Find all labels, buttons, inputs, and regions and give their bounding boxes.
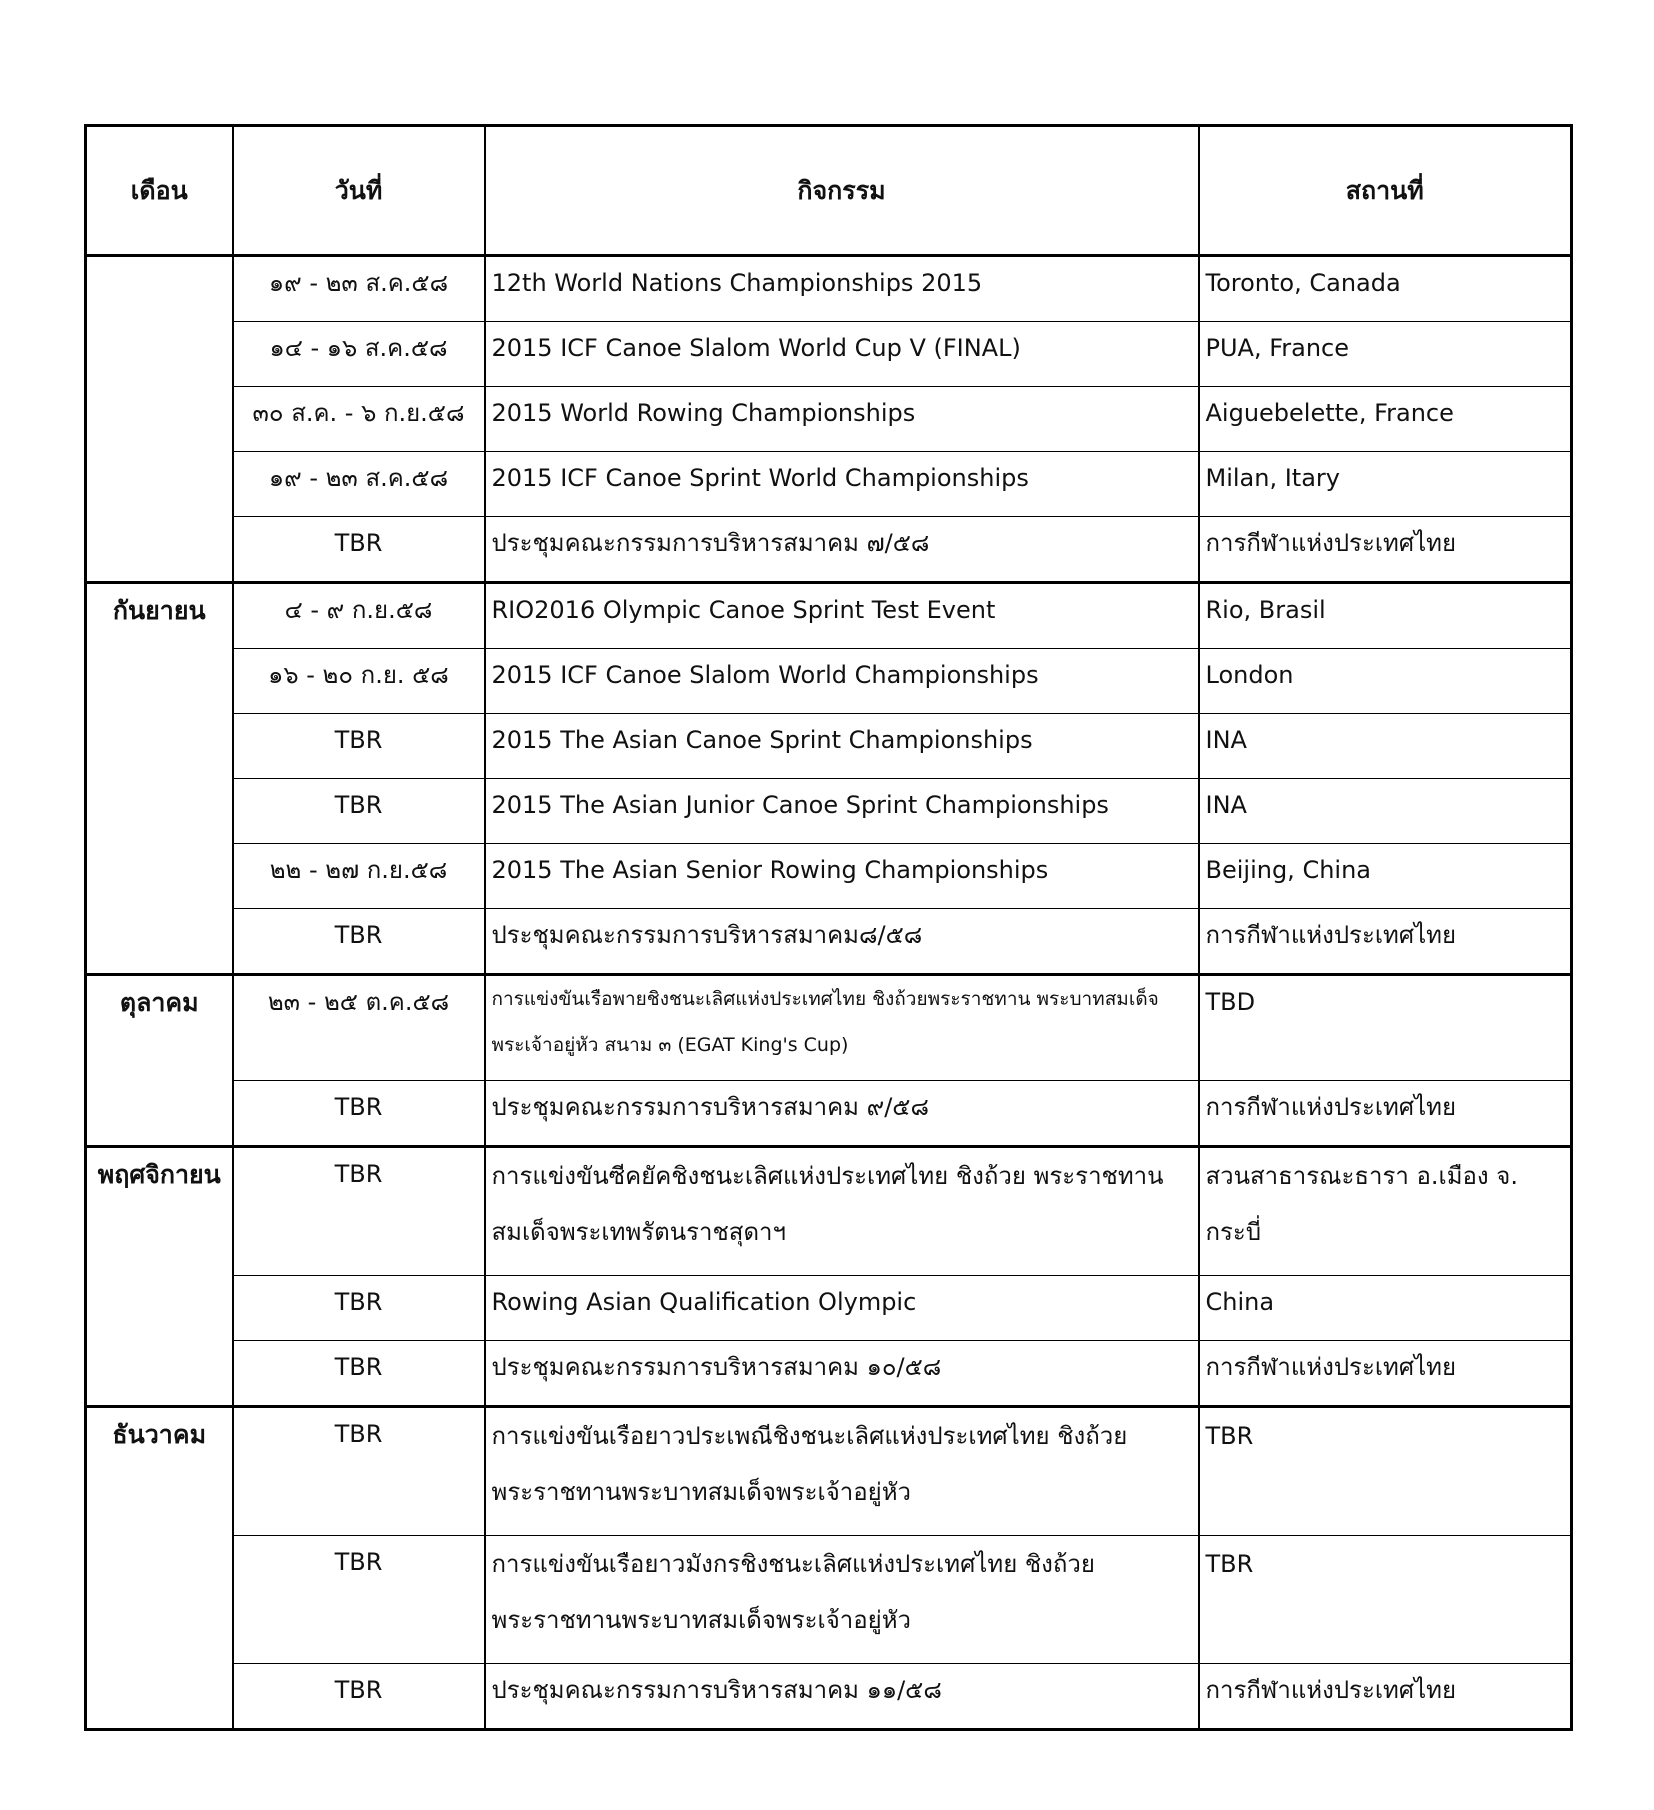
- table-row: [86, 779, 1572, 844]
- month-cell: [86, 975, 233, 1147]
- header-month: เดือน: [86, 126, 233, 256]
- header-activity: กิจกรรม: [485, 126, 1199, 256]
- activity-text: ประชุมคณะกรรมการบริหารสมาคม ๑๑/๕๘: [491, 1676, 942, 1704]
- date-text: ๔ - ๙ ก.ย.๕๘: [284, 596, 433, 624]
- date-text: ๑๖ - ๒๐ ก.ย. ๕๘: [268, 661, 449, 689]
- date-cell: [233, 1536, 485, 1664]
- date-text: TBR: [334, 1288, 383, 1316]
- place-cell: [1199, 1341, 1572, 1407]
- place-text: การกีฬาแห่งประเทศไทย: [1205, 921, 1457, 949]
- place-cell: [1199, 975, 1572, 1081]
- place-cell: [1199, 256, 1572, 322]
- month-label: พฤศจิกายน: [97, 1160, 221, 1189]
- date-cell: [233, 1407, 485, 1536]
- date-text: ๓๐ ส.ค. - ๖ ก.ย.๕๘: [252, 399, 465, 427]
- activity-text: 2015 The Asian Senior Rowing Championships: [491, 856, 1049, 884]
- date-cell: [233, 779, 485, 844]
- activity-text: 2015 World Rowing Championships: [491, 399, 916, 427]
- header-row: [86, 126, 1572, 256]
- activity-cell: [485, 452, 1199, 517]
- month-cell: [86, 583, 233, 975]
- place-cell: [1199, 1664, 1572, 1730]
- date-text: TBR: [334, 1093, 383, 1121]
- activity-cell: [485, 1536, 1199, 1664]
- activity-cell: [485, 387, 1199, 452]
- place-cell: [1199, 517, 1572, 583]
- place-text: PUA, France: [1205, 334, 1350, 362]
- place-text: การกีฬาแห่งประเทศไทย: [1205, 1676, 1457, 1704]
- table-row: [86, 909, 1572, 975]
- place-cell: [1199, 452, 1572, 517]
- date-text: ๒๒ - ๒๗ ก.ย.๕๘: [269, 856, 448, 884]
- activity-text: 2015 ICF Canoe Sprint World Championships: [491, 464, 1029, 492]
- activity-cell: [485, 714, 1199, 779]
- activity-text: การแข่งขันเรือยาวประเพณีชิงชนะเลิศแห่งประเทศไทย ชิงถ้วย พระราชทานพระบาทสมเด็จพระเจ้าอยู่หัว: [491, 1422, 1128, 1506]
- place-cell: [1199, 844, 1572, 909]
- activity-text: ประชุมคณะกรรมการบริหารสมาคม ๑๐/๕๘: [491, 1353, 942, 1381]
- table-row: [86, 256, 1572, 322]
- place-text: การกีฬาแห่งประเทศไทย: [1205, 1353, 1457, 1381]
- date-cell: [233, 714, 485, 779]
- activity-text: การแข่งขันซีคยัคชิงชนะเลิศแห่งประเทศไทย ชิงถ้วย พระราชทานสมเด็จพระเทพรัตนราชสุดาฯ: [491, 1162, 1164, 1246]
- place-text: การกีฬาแห่งประเทศไทย: [1205, 1093, 1457, 1121]
- date-text: TBR: [334, 1676, 383, 1704]
- month-label: ตุลาคม: [119, 988, 199, 1017]
- table-row: [86, 975, 1572, 1081]
- place-cell: [1199, 779, 1572, 844]
- schedule-body: [86, 256, 1572, 1730]
- month-label: [93, 257, 226, 269]
- month-cell: [86, 256, 233, 583]
- place-cell: [1199, 1407, 1572, 1536]
- place-text: INA: [1205, 726, 1247, 754]
- date-text: TBR: [334, 791, 383, 819]
- place-text: TBR: [1205, 1422, 1254, 1450]
- date-cell: [233, 1664, 485, 1730]
- place-text: Beijing, China: [1205, 856, 1371, 884]
- activity-text: 12th World Nations Championships 2015: [491, 269, 983, 297]
- date-cell: [233, 583, 485, 649]
- activity-cell: [485, 779, 1199, 844]
- activity-text: ประชุมคณะกรรมการบริหารสมาคม๘/๕๘: [491, 921, 923, 949]
- activity-text: 2015 The Asian Canoe Sprint Championships: [491, 726, 1033, 754]
- place-text: INA: [1205, 791, 1247, 819]
- place-cell: [1199, 1276, 1572, 1341]
- date-cell: [233, 1341, 485, 1407]
- date-text: TBR: [334, 1160, 383, 1188]
- date-text: ๑๙ - ๒๓ ส.ค.๕๘: [268, 464, 449, 492]
- table-row: [86, 1081, 1572, 1147]
- activity-cell: [485, 909, 1199, 975]
- activity-cell: [485, 1081, 1199, 1147]
- date-cell: [233, 1081, 485, 1147]
- date-text: TBR: [334, 1353, 383, 1381]
- date-text: TBR: [334, 529, 383, 557]
- place-text: TBD: [1205, 988, 1256, 1016]
- table-row: [86, 714, 1572, 779]
- place-cell: [1199, 387, 1572, 452]
- activity-cell: [485, 1276, 1199, 1341]
- place-text: Toronto, Canada: [1205, 269, 1401, 297]
- table-row: [86, 452, 1572, 517]
- activity-text: 2015 The Asian Junior Canoe Sprint Championships: [491, 791, 1109, 819]
- activity-text: การแข่งขันเรือยาวมังกรชิงชนะเลิศแห่งประเทศไทย ชิงถ้วย พระราชทานพระบาทสมเด็จพระเจ้าอยู่หัว: [491, 1550, 1095, 1634]
- place-text: Aiguebelette, France: [1205, 399, 1454, 427]
- activity-cell: [485, 649, 1199, 714]
- header-date: วันที่: [233, 126, 485, 256]
- date-cell: [233, 387, 485, 452]
- place-text: สวนสาธารณะธารา อ.เมือง จ. กระบี่: [1205, 1162, 1518, 1246]
- activity-text: การแข่งขันเรือพายชิงชนะเลิศแห่งประเทศไทย ชิงถ้วยพระราชทาน พระบาทสมเด็จพระเจ้าอยู่หัว สนาม ๓ (EGAT King's Cup): [491, 988, 1159, 1056]
- activity-cell: [485, 322, 1199, 387]
- activity-text: RIO2016 Olympic Canoe Sprint Test Event: [491, 596, 996, 624]
- activity-cell: [485, 1147, 1199, 1276]
- table-row: [86, 387, 1572, 452]
- date-cell: [233, 1147, 485, 1276]
- schedule-table: [84, 124, 1573, 1731]
- activity-cell: [485, 1341, 1199, 1407]
- place-cell: [1199, 714, 1572, 779]
- date-cell: [233, 975, 485, 1081]
- place-text: London: [1205, 661, 1294, 689]
- date-text: ๑๔ - ๑๖ ส.ค.๕๘: [269, 334, 448, 362]
- date-text: TBR: [334, 1420, 383, 1448]
- table-row: [86, 844, 1572, 909]
- table-row: [86, 1147, 1572, 1276]
- date-cell: [233, 844, 485, 909]
- place-text: Rio, Brasil: [1205, 596, 1326, 624]
- place-text: Milan, Itary: [1205, 464, 1340, 492]
- place-cell: [1199, 649, 1572, 714]
- table-row: [86, 1407, 1572, 1536]
- table-row: [86, 1664, 1572, 1730]
- date-text: TBR: [334, 921, 383, 949]
- place-cell: [1199, 1147, 1572, 1276]
- place-text: TBR: [1205, 1550, 1254, 1578]
- month-cell: [86, 1407, 233, 1730]
- table-row: [86, 583, 1572, 649]
- date-cell: [233, 256, 485, 322]
- place-text: การกีฬาแห่งประเทศไทย: [1205, 529, 1457, 557]
- date-text: TBR: [334, 726, 383, 754]
- date-cell: [233, 1276, 485, 1341]
- table-row: [86, 1536, 1572, 1664]
- activity-cell: [485, 1407, 1199, 1536]
- place-cell: [1199, 1081, 1572, 1147]
- activity-cell: [485, 975, 1199, 1081]
- activity-text: ประชุมคณะกรรมการบริหารสมาคม ๙/๕๘: [491, 1093, 929, 1121]
- activity-cell: [485, 256, 1199, 322]
- date-text: TBR: [334, 1548, 383, 1576]
- activity-text: ประชุมคณะกรรมการบริหารสมาคม ๗/๕๘: [491, 529, 930, 557]
- table-row: [86, 649, 1572, 714]
- activity-text: Rowing Asian Qualification Olympic: [491, 1288, 917, 1316]
- table-row: [86, 1341, 1572, 1407]
- place-cell: [1199, 1536, 1572, 1664]
- date-cell: [233, 322, 485, 387]
- date-cell: [233, 517, 485, 583]
- month-label: ธันวาคม: [112, 1420, 207, 1449]
- place-text: China: [1205, 1288, 1275, 1316]
- date-text: ๑๙ - ๒๓ ส.ค.๕๘: [268, 269, 449, 297]
- date-cell: [233, 649, 485, 714]
- month-cell: [86, 1147, 233, 1407]
- activity-text: 2015 ICF Canoe Slalom World Cup V (FINAL): [491, 334, 1021, 362]
- activity-text: 2015 ICF Canoe Slalom World Championships: [491, 661, 1039, 689]
- month-label: กันยายน: [112, 596, 206, 625]
- place-cell: [1199, 583, 1572, 649]
- table-row: [86, 517, 1572, 583]
- place-cell: [1199, 322, 1572, 387]
- activity-cell: [485, 844, 1199, 909]
- date-cell: [233, 909, 485, 975]
- activity-cell: [485, 583, 1199, 649]
- place-cell: [1199, 909, 1572, 975]
- table-row: [86, 322, 1572, 387]
- date-cell: [233, 452, 485, 517]
- date-text: ๒๓ - ๒๕ ต.ค.๕๘: [267, 988, 450, 1016]
- table-row: [86, 1276, 1572, 1341]
- activity-cell: [485, 1664, 1199, 1730]
- header-place: สถานที่: [1199, 126, 1572, 256]
- activity-cell: [485, 517, 1199, 583]
